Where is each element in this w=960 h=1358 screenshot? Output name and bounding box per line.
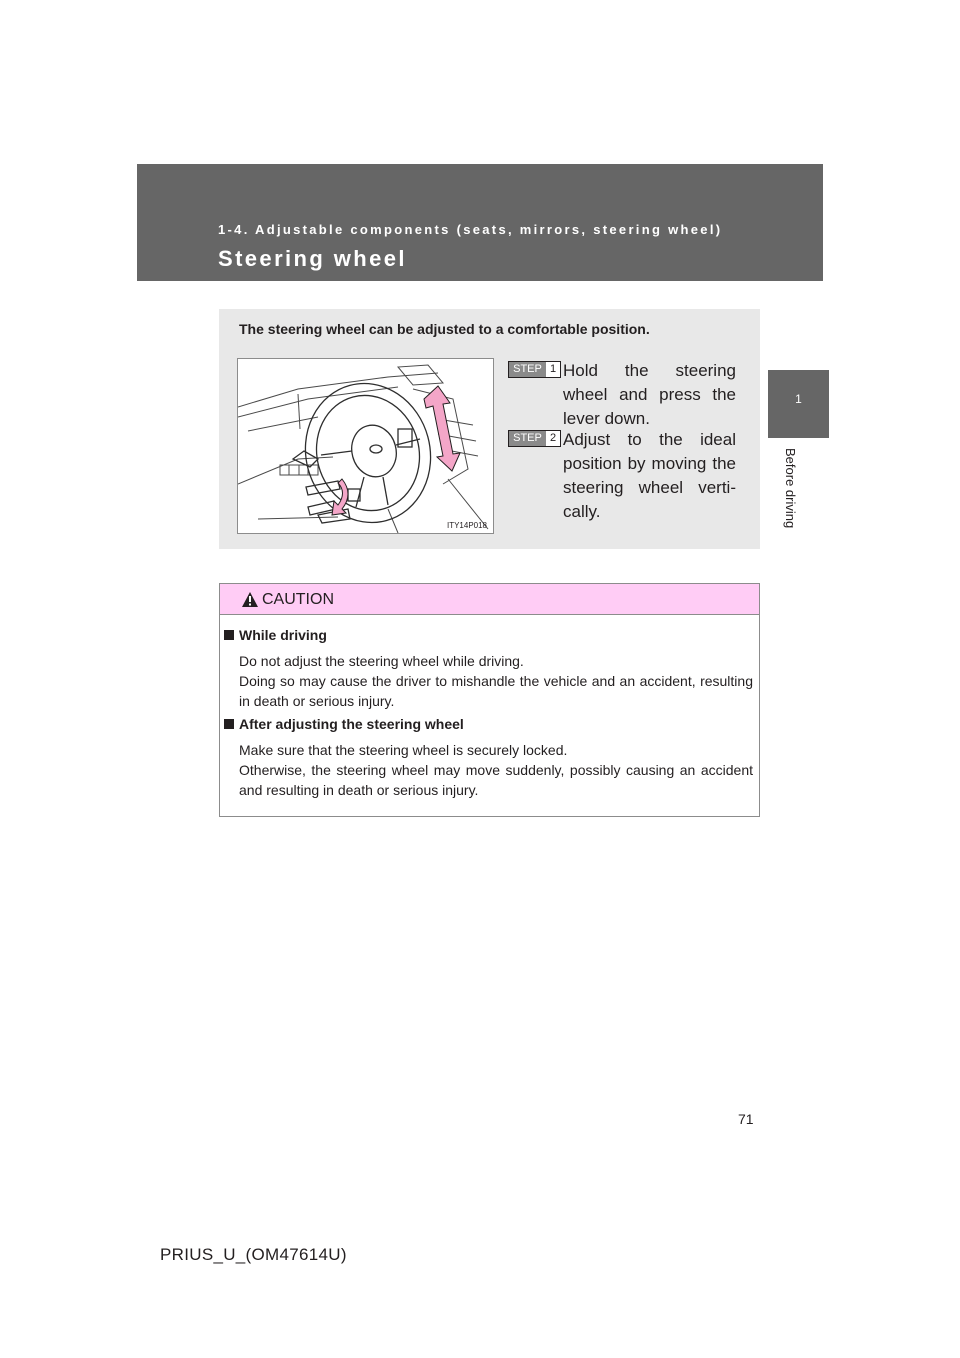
- step-2-text: Adjust to the ideal position by moving the steering wheel verti-cally.: [563, 430, 736, 521]
- step-1-text: Hold the steering wheel and press the lever down.: [563, 361, 736, 428]
- steering-wheel-drawing: [238, 359, 493, 533]
- square-bullet-icon: [224, 630, 234, 640]
- page-number: 71: [738, 1111, 754, 1127]
- caution-heading-2: After adjusting the steering wheel: [224, 716, 464, 732]
- square-bullet-icon: [224, 719, 234, 729]
- step-badge-1: STEP 1: [508, 361, 561, 378]
- figure-code: ITY14P018: [446, 521, 487, 530]
- page-title: Steering wheel: [218, 246, 407, 271]
- steering-wheel-illustration: [237, 358, 494, 534]
- caution-box: [219, 583, 760, 817]
- caution-paragraph-1: Do not adjust the steering wheel while driving. Doing so may cause the driver to mishandle the vehicle and an accident, resulting in death or serious injury.: [239, 653, 753, 709]
- caution-heading-1: While driving: [224, 627, 327, 643]
- section-title: 1-4. Adjustable components (seats, mirrors, steering wheel): [218, 222, 723, 237]
- caution-paragraph-2: Make sure that the steering wheel is securely locked. Otherwise, the steering wheel may move suddenly, possibly causing an accident and resulting in death or serious injury.: [239, 742, 753, 798]
- intro-text: The steering wheel can be adjusted to a comfortable position.: [239, 321, 650, 337]
- caution-title: CAUTION: [262, 591, 334, 608]
- step-badge-2: STEP 2: [508, 430, 561, 447]
- footer-code: PRIUS_U_(OM47614U): [160, 1245, 347, 1264]
- warning-triangle-icon: [241, 591, 259, 608]
- vertical-adjust-arrow: [424, 386, 460, 471]
- chapter-tab[interactable]: [768, 370, 829, 438]
- chapter-number: 1: [795, 392, 802, 406]
- chapter-label: Before driving: [783, 448, 798, 529]
- caution-header: [220, 584, 759, 615]
- intro-box: [219, 309, 760, 549]
